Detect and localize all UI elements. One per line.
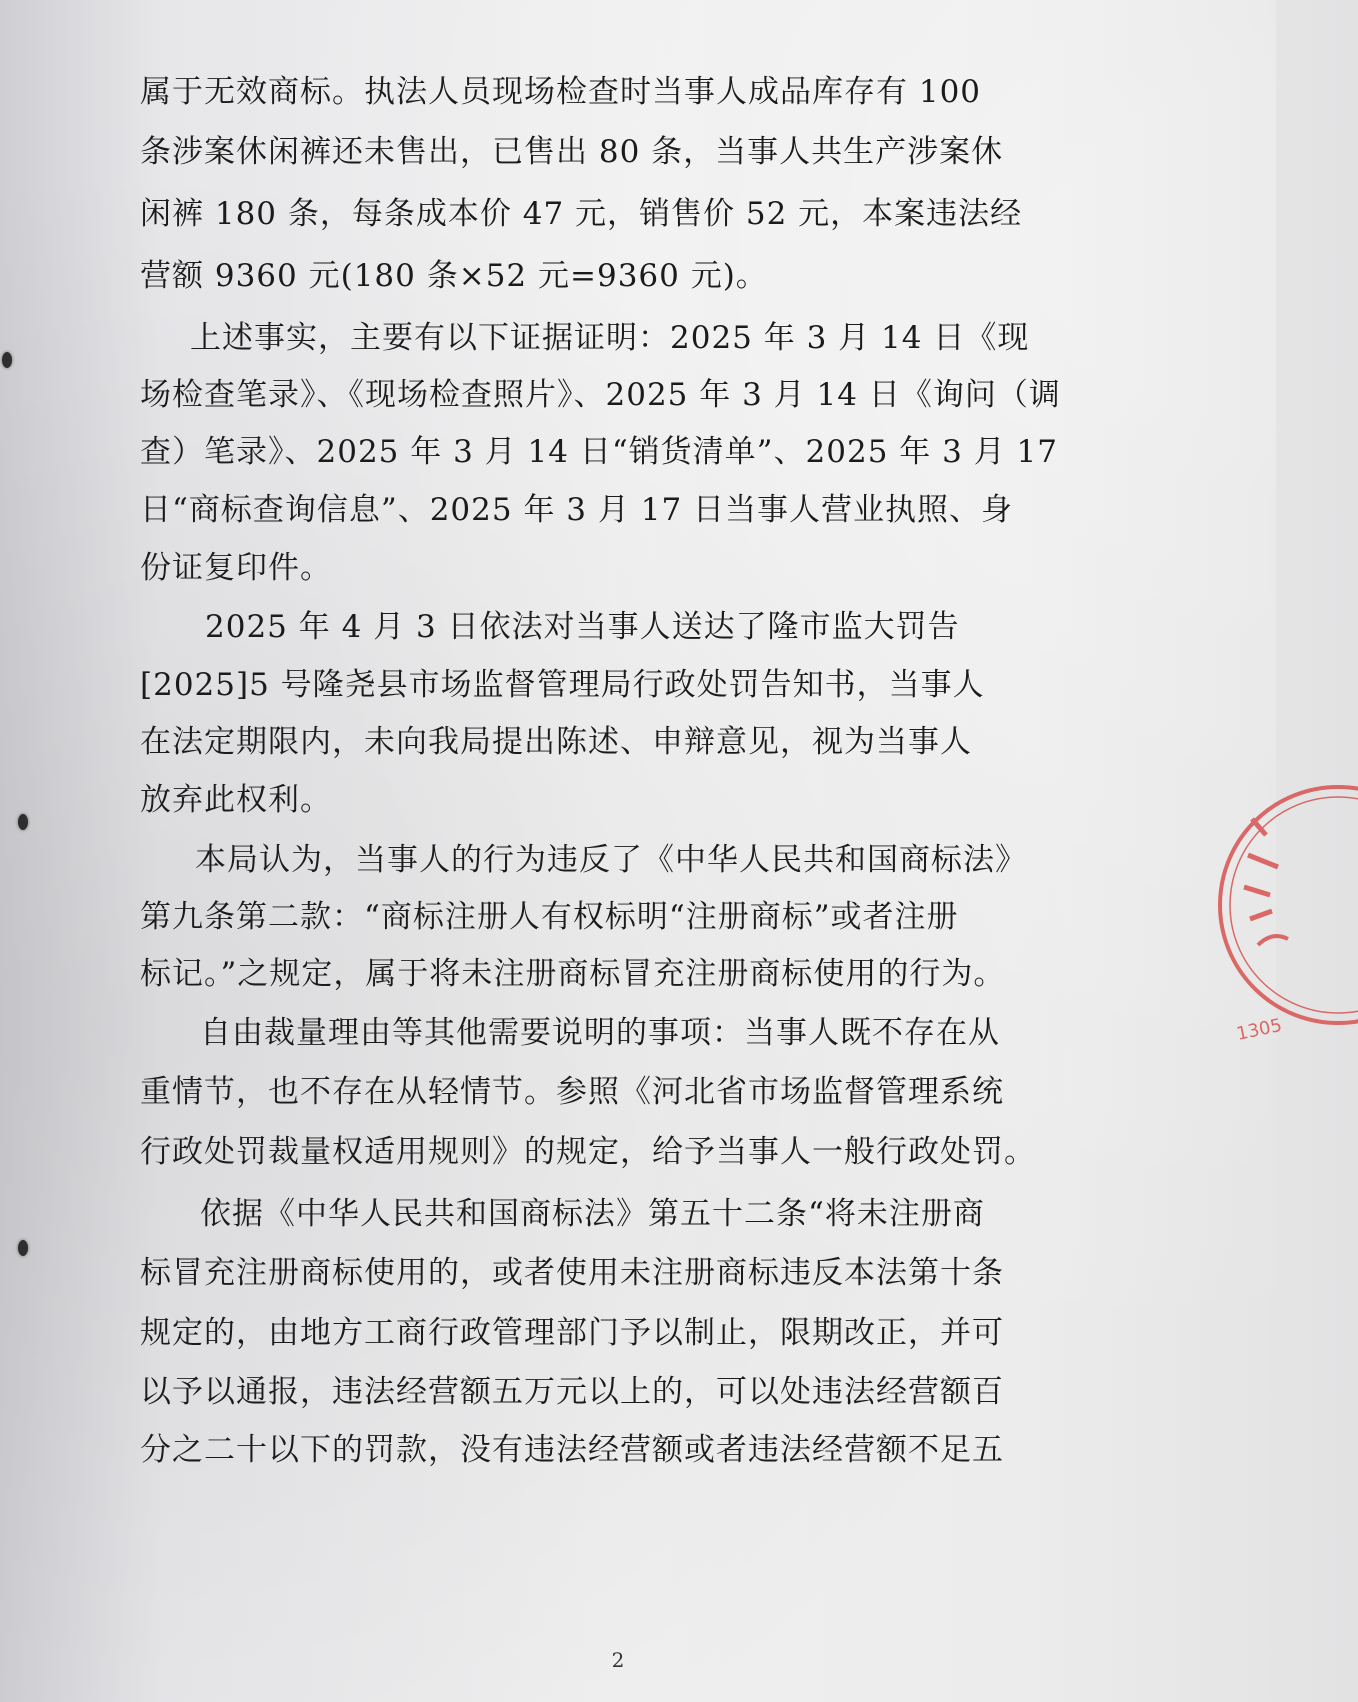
binding-hole-icon [2, 352, 12, 368]
text-line-24: 分之二十以下的罚款，没有违法经营额或者违法经营额不足五 [140, 1432, 1004, 1468]
text-line-2: 条涉案休闲裤还未售出，已售出 80 条，当事人共生产涉案休 [140, 134, 1004, 170]
text-line-20: 依据《中华人民共和国商标法》第五十二条“将未注册商 [200, 1196, 985, 1232]
text-line-14: 本局认为，当事人的行为违反了《中华人民共和国商标法》 [195, 842, 1027, 878]
text-line-16: 标记。”之规定，属于将未注册商标冒充注册商标使用的行为。 [140, 956, 1006, 992]
official-seal-icon [1208, 795, 1358, 1065]
binding-hole-icon [18, 814, 28, 830]
text-line-12: 在法定期限内，未向我局提出陈述、申辩意见，视为当事人 [140, 724, 972, 760]
text-line-5: 上述事实，主要有以下证据证明：2025 年 3 月 14 日《现 [190, 320, 1030, 356]
text-line-13: 放弃此权利。 [140, 782, 332, 818]
text-line-3: 闲裤 180 条，每条成本价 47 元，销售价 52 元，本案违法经 [140, 196, 1023, 232]
text-line-17: 自由裁量理由等其他需要说明的事项：当事人既不存在从 [200, 1015, 1000, 1051]
text-line-9: 份证复印件。 [140, 550, 332, 586]
text-line-8: 日“商标查询信息”、2025 年 3 月 17 日当事人营业执照、身 [140, 492, 1014, 528]
page-number: 2 [611, 1648, 625, 1672]
text-line-21: 标冒充注册商标使用的，或者使用未注册商标违反本法第十条 [140, 1255, 1004, 1291]
text-line-1: 属于无效商标。执法人员现场检查时当事人成品库存有 100 [140, 74, 982, 110]
text-line-11: [2025]5 号隆尧县市场监督管理局行政处罚告知书，当事人 [140, 667, 985, 703]
text-line-7: 查）笔录》、2025 年 3 月 14 日“销货清单”、2025 年 3 月 17 [140, 434, 1059, 470]
text-line-4: 营额 9360 元(180 条×52 元=9360 元)。 [140, 258, 768, 294]
text-line-10: 2025 年 4 月 3 日依法对当事人送达了隆市监大罚告 [205, 609, 960, 645]
text-line-19: 行政处罚裁量权适用规则》的规定，给予当事人一般行政处罚。 [140, 1134, 1036, 1170]
text-line-6: 场检查笔录》、《现场检查照片》、2025 年 3 月 14 日《询问（调 [140, 377, 1061, 413]
text-line-22: 规定的，由地方工商行政管理部门予以制止，限期改正，并可 [140, 1315, 1004, 1351]
seal-number: 1305 [1234, 1014, 1284, 1045]
text-line-15: 第九条第二款：“商标注册人有权标明“注册商标”或者注册 [140, 899, 959, 935]
binding-hole-icon [18, 1240, 28, 1256]
text-line-23: 以予以通报，违法经营额五万元以上的，可以处违法经营额百 [140, 1374, 1004, 1410]
text-line-18: 重情节，也不存在从轻情节。参照《河北省市场监督管理系统 [140, 1074, 1004, 1110]
